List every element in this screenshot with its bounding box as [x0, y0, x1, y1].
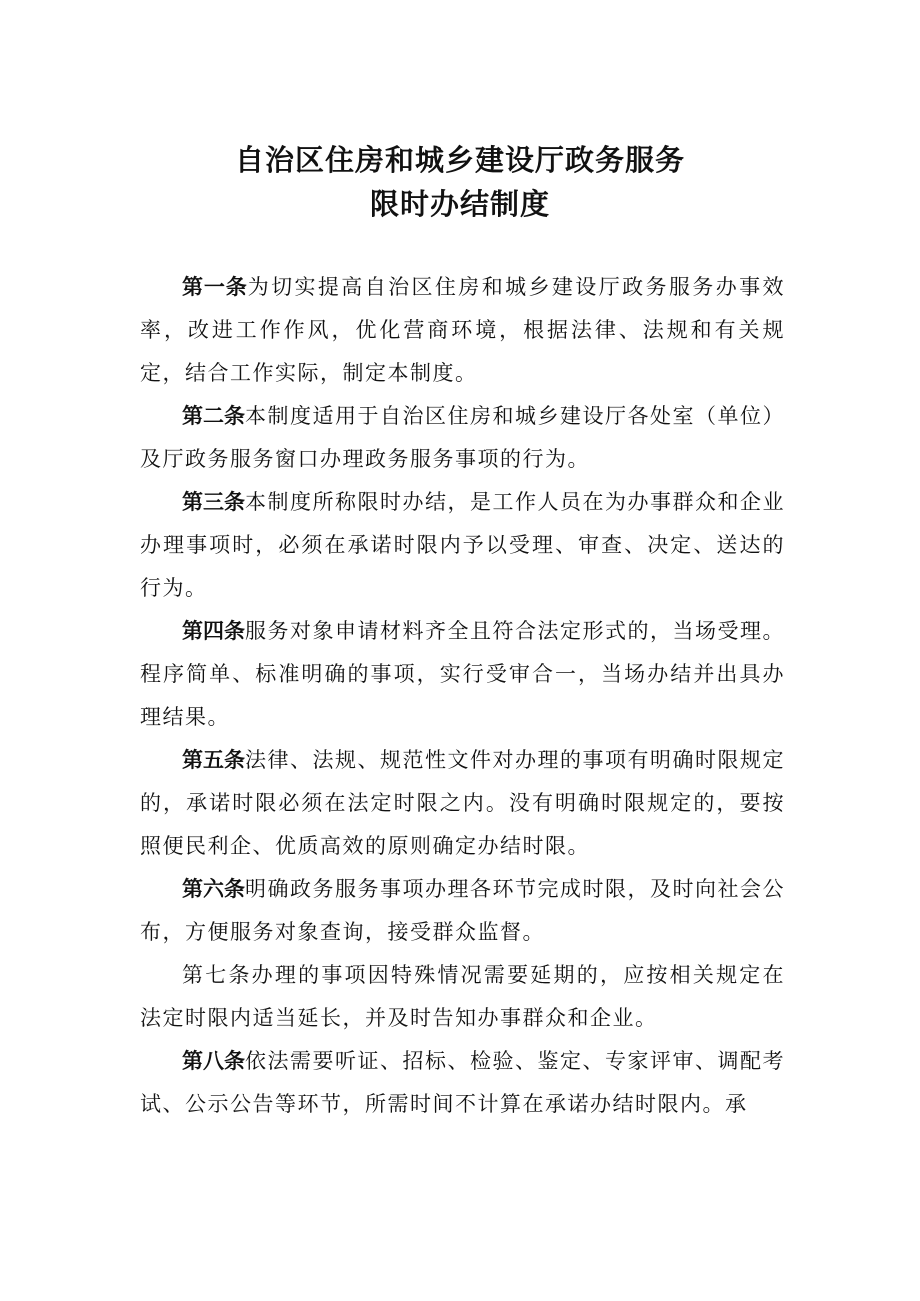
article-text: 办理的事项因特殊情况需要延期的，应按相关规定在法定时限内适当延长，并及时告知办事群众和企业。	[140, 963, 786, 1030]
article-paragraph-8	[140, 1040, 785, 1126]
document-title-line-1: 自治区住房和城乡建设厅政务服务	[234, 143, 685, 177]
article-paragraph-2	[140, 395, 785, 481]
article-text: 服务对象申请材料齐全且符合法定形式的，当场受理。程序简单、标准明确的事项，实行受审合一，当场办结并出具办理结果。	[140, 619, 785, 729]
article-text: 依法需要听证、招标、检验、鉴定、专家评审、调配考试、公示公告等环节，所需时间不计算在承诺办结时限内。承	[140, 1049, 785, 1116]
article-paragraph-4	[140, 610, 785, 739]
article-text: 本制度适用于自治区住房和城乡建设厅各处室（单位）及厅政务服务窗口办理政务服务事项的行为。	[140, 404, 785, 471]
article-paragraph-3	[140, 481, 785, 610]
article-label: 第六条	[182, 877, 245, 901]
article-paragraph-6	[140, 868, 785, 954]
article-label: 第五条	[182, 748, 245, 772]
article-label: 第七条	[182, 963, 252, 987]
article-label: 第二条	[182, 404, 245, 428]
article-label: 第八条	[182, 1049, 245, 1073]
article-label: 第四条	[182, 619, 245, 643]
article-paragraph-1	[140, 266, 785, 395]
document-body	[140, 266, 785, 1126]
article-text: 本制度所称限时办结，是工作人员在为办事群众和企业办理事项时，必须在承诺时限内予以受理、审查、决定、送达的行为。	[140, 490, 785, 600]
article-paragraph-5	[140, 739, 785, 868]
article-text: 法律、法规、规范性文件对办理的事项有明确时限规定的，承诺时限必须在法定时限之内。没有明确时限规定的，要按照便民利企、优质高效的原则确定办结时限。	[140, 748, 785, 858]
article-paragraph-7	[140, 954, 785, 1040]
article-text: 为切实提高自治区住房和城乡建设厅政务服务办事效率，改进工作作风，优化营商环境，根据法律、法规和有关规定，结合工作实际，制定本制度。	[140, 275, 786, 385]
article-text: 明确政务服务事项办理各环节完成时限，及时向社会公布，方便服务对象查询，接受群众监督。	[140, 877, 785, 944]
document-title-line-2: 限时办结制度	[369, 187, 550, 221]
article-label: 第一条	[182, 275, 248, 299]
article-label: 第三条	[182, 490, 245, 514]
